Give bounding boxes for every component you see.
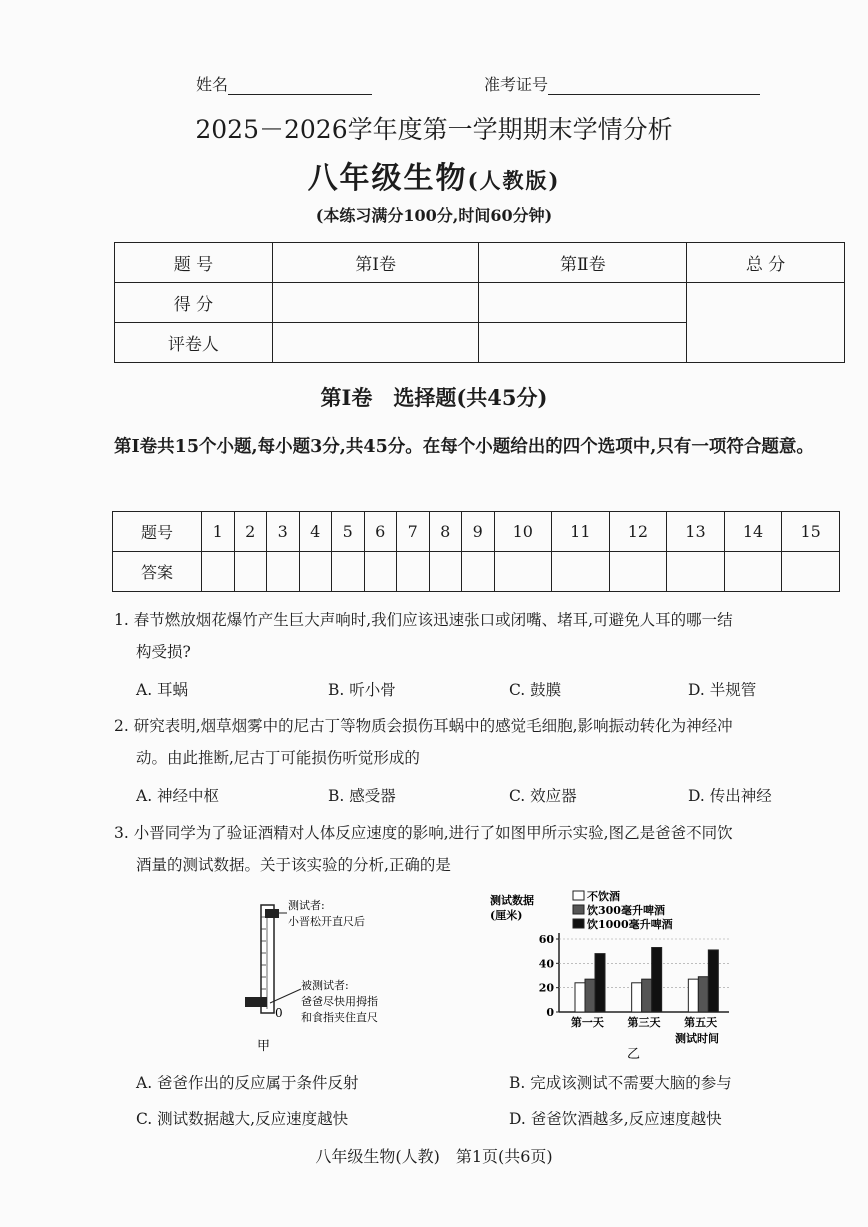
answer-number-9: 9: [462, 512, 495, 552]
q3-option-d[interactable]: D. 爸爸饮酒越多,反应速度越快: [509, 1110, 722, 1128]
edition-label: (人教版): [467, 168, 561, 193]
exam-note: (本练习满分100分,时间60分钟): [315, 206, 553, 225]
figure-yi-caption: 乙: [627, 1047, 641, 1060]
legend-label: 不饮酒: [587, 890, 620, 903]
answer-number-1: 1: [202, 512, 235, 552]
q3-option-c[interactable]: C. 测试数据越大,反应速度越快: [136, 1110, 349, 1128]
y-axis-label-1: 测试数据: [490, 894, 534, 907]
tester-desc: 小晋松开直尺后: [288, 915, 365, 928]
x-tick-label: 第三天: [627, 1016, 661, 1029]
q2-option-a[interactable]: A. 神经中枢: [136, 787, 220, 805]
y-tick-label: 40: [538, 957, 554, 971]
q3-option-a[interactable]: A. 爸爸作出的反应属于条件反射: [136, 1074, 359, 1092]
answer-cell-14[interactable]: [724, 552, 782, 592]
answer-cell-15[interactable]: [782, 552, 840, 592]
legend-label: 饮1000毫升啤酒: [587, 918, 673, 931]
y-axis-label-2: (厘米): [490, 909, 523, 922]
question-stem-cont: 酒量的测试数据。关于该实验的分析,正确的是: [136, 856, 451, 874]
answer-number-6: 6: [364, 512, 397, 552]
exam-number-blank[interactable]: [548, 78, 760, 95]
answer-number-15: 15: [782, 512, 840, 552]
answer-cell-2[interactable]: [234, 552, 267, 592]
bar-2-第五天: [698, 977, 708, 1012]
score-row-label: 得 分: [115, 283, 273, 323]
exam-number-field[interactable]: [484, 72, 760, 95]
answer-number-10: 10: [494, 512, 552, 552]
legend-label: 饮300毫升啤酒: [587, 904, 665, 917]
answer-cell-5[interactable]: [332, 552, 365, 592]
answer-cell-7[interactable]: [397, 552, 430, 592]
grader-cell-part1[interactable]: [272, 323, 479, 363]
answer-cell-10[interactable]: [494, 552, 552, 592]
bar-2-第一天: [585, 979, 595, 1012]
page-footer: 八年级生物(人教) 第1页(共6页): [315, 1147, 553, 1166]
score-header-part2: 第Ⅱ卷: [479, 243, 687, 283]
answer-cell-11[interactable]: [552, 552, 610, 592]
q1-option-c[interactable]: C. 鼓膜: [509, 681, 562, 699]
grader-cell-part2[interactable]: [479, 323, 687, 363]
question-stem-cont: 动。由此推断,尼古丁可能损伤听觉形成的: [136, 749, 420, 767]
testee-desc-1: 爸爸尽快用拇指: [301, 995, 378, 1008]
answer-number-8: 8: [429, 512, 462, 552]
testee-label: 被测试者:: [301, 979, 349, 992]
bar-3-第一天: [595, 954, 605, 1012]
answer-cell-6[interactable]: [364, 552, 397, 592]
bar-3-第五天: [708, 950, 718, 1012]
score-header-part1: 第Ⅰ卷: [272, 243, 479, 283]
score-cell-part2[interactable]: [479, 283, 687, 323]
subject-name: 八年级生物: [307, 161, 468, 196]
tester-hand: [265, 909, 279, 918]
score-table: [114, 242, 845, 363]
answer-cell-13[interactable]: [667, 552, 725, 592]
x-tick-label: 第一天: [570, 1016, 604, 1029]
answer-number-12: 12: [609, 512, 667, 552]
answer-label: 答案: [113, 552, 202, 592]
question-2: [114, 710, 849, 774]
answer-cell-4[interactable]: [299, 552, 332, 592]
q1-option-b[interactable]: B. 听小骨: [328, 681, 396, 699]
tester-label: 测试者:: [288, 899, 325, 912]
question-3: [114, 817, 849, 881]
bar-2-第三天: [642, 979, 652, 1012]
answer-cell-8[interactable]: [429, 552, 462, 592]
exam-number-label: 准考证号: [484, 75, 549, 94]
score-cell-total[interactable]: [687, 283, 845, 363]
figure-yi-chart: [485, 890, 750, 1060]
legend-swatch: [573, 891, 584, 900]
q1-option-d[interactable]: D. 半规管: [688, 681, 757, 699]
answer-cell-1[interactable]: [202, 552, 235, 592]
q2-option-b[interactable]: B. 感受器: [328, 787, 396, 805]
exam-title: 2025－2026学年度第一学期期末学情分析: [195, 115, 673, 144]
figure-jia-caption: 甲: [257, 1039, 271, 1054]
answer-number-4: 4: [299, 512, 332, 552]
bar-3-第三天: [652, 948, 662, 1012]
section-title: 第Ⅰ卷 选择题(共45分): [320, 385, 548, 410]
chart-legend: [573, 890, 673, 931]
score-header-total: 总 分: [687, 243, 845, 283]
name-label: 姓名: [196, 75, 229, 94]
testee-hand: [245, 997, 267, 1007]
q2-option-d[interactable]: D. 传出神经: [688, 787, 772, 805]
chart-bars: [571, 948, 719, 1029]
figure-jia: [235, 893, 435, 1058]
y-tick-label: 20: [538, 981, 554, 995]
answer-number-13: 13: [667, 512, 725, 552]
answer-cell-3[interactable]: [267, 552, 300, 592]
y-tick-label: 0: [546, 1006, 554, 1019]
legend-swatch: [573, 919, 584, 928]
answer-row-label: 题号: [113, 512, 202, 552]
answer-number-7: 7: [397, 512, 430, 552]
ruler-zero: 0: [275, 1006, 283, 1020]
legend-swatch: [573, 905, 584, 914]
answer-number-5: 5: [332, 512, 365, 552]
name-blank[interactable]: [228, 78, 372, 95]
score-header-number: 题 号: [115, 243, 273, 283]
question-stem-cont: 构受损?: [136, 643, 191, 661]
subject-title: [0, 153, 868, 197]
bar-1-第一天: [575, 983, 585, 1012]
bar-1-第三天: [632, 983, 642, 1012]
q1-option-a[interactable]: A. 耳蜗: [136, 681, 189, 699]
x-tick-label: 第五天: [684, 1016, 718, 1029]
bar-1-第五天: [688, 979, 698, 1012]
q3-option-b[interactable]: B. 完成该测试不需要大脑的参与: [509, 1074, 732, 1092]
name-field[interactable]: [196, 72, 372, 95]
answer-number-2: 2: [234, 512, 267, 552]
answer-number-11: 11: [552, 512, 610, 552]
x-axis-label: 测试时间: [675, 1032, 719, 1045]
answer-table: [112, 511, 840, 592]
section-intro: 第Ⅰ卷共15个小题,每小题3分,共45分。在每个小题给出的四个选项中,只有一项符合题意。: [114, 437, 814, 457]
score-cell-part1[interactable]: [272, 283, 479, 323]
grader-row-label: 评卷人: [115, 323, 273, 363]
question-stem: 2. 研究表明,烟草烟雾中的尼古丁等物质会损伤耳蜗中的感觉毛细胞,影响振动转化为神经冲: [114, 717, 733, 735]
answer-cell-9[interactable]: [462, 552, 495, 592]
answer-cell-12[interactable]: [609, 552, 667, 592]
question-stem: 1. 春节燃放烟花爆竹产生巨大声响时,我们应该迅速张口或闭嘴、堵耳,可避免人耳的哪一结: [114, 611, 733, 629]
q2-option-c[interactable]: C. 效应器: [509, 787, 577, 805]
answer-number-14: 14: [724, 512, 782, 552]
question-stem: 3. 小晋同学为了验证酒精对人体反应速度的影响,进行了如图甲所示实验,图乙是爸爸不同饮: [114, 824, 733, 842]
testee-desc-2: 和食指夹住直尺: [301, 1011, 378, 1024]
question-1: [114, 604, 849, 668]
answer-number-3: 3: [267, 512, 300, 552]
y-tick-label: 60: [538, 933, 554, 946]
